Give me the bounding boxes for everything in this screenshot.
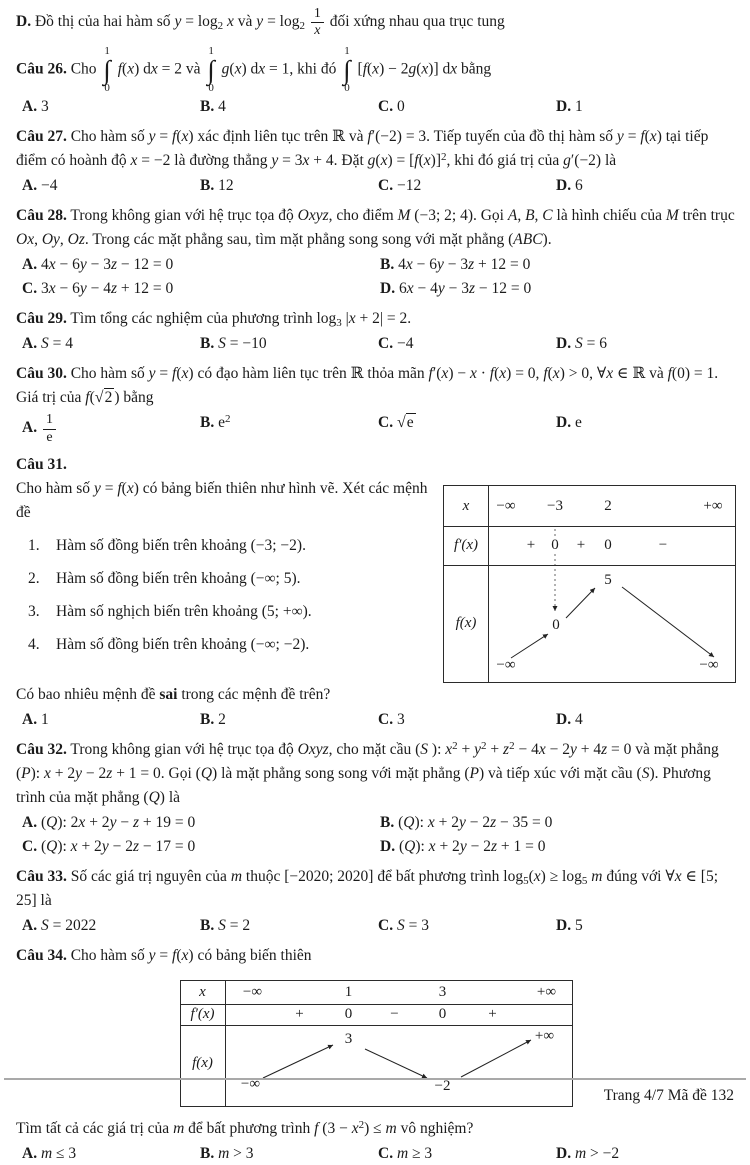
table-cell-sign_values-2: − (390, 1005, 399, 1022)
table-row-line (181, 1025, 572, 1026)
table-cell-x_values-2: 2 (604, 497, 612, 514)
table-cell-x_values-2: 3 (438, 983, 447, 1000)
table-cell-row_labels-0: x (462, 497, 470, 514)
answer-option-B: B. (Q): x + 2y − 2z − 35 = 0 (380, 813, 553, 831)
answer-option-D: D. 6 (556, 177, 583, 195)
answer-option-B: B. S = −10 (200, 335, 267, 353)
statement-item: 1. Hàm số đồng biến trên khoảng (−3; −2). (28, 536, 306, 554)
question-27-text: Câu 27. Cho hàm số y = f(x) xác định liên tục trên ℝ và f′(−2) = 3. Tiếp tuyến của đồ thị hàm số y = f(x) tại tiếp điểm có hoành độ x = −2 là đường thẳng y = 3x + 4. Đặt $g(x) = [f(x)]^2$, khi đó giá trị của g′(−2) là (16, 128, 709, 170)
square-root: √e (396, 414, 414, 432)
answer-option-D: D. m > −2 (556, 1144, 620, 1162)
statement-item: 3. Hàm số nghịch biến trên khoảng (5; +∞). (28, 602, 312, 620)
question-29 (16, 307, 736, 355)
question-32-options (16, 812, 736, 858)
question-31-options (16, 709, 736, 731)
answer-option-D: D. e (556, 414, 582, 432)
table-cell-f_values-0: −∞ (240, 1075, 261, 1092)
answer-option-D: D. S = 6 (556, 335, 607, 353)
table-cell-x_values-3: +∞ (536, 983, 557, 1000)
table-cell-x_values-0: −∞ (242, 983, 263, 1000)
answer-option-B: B. S = 2 (200, 916, 251, 934)
question-32 (16, 738, 736, 858)
question-29-options (16, 333, 736, 355)
table-cell-sign_values-1: 0 (551, 536, 559, 553)
table-cell-sign_values-0: + (526, 536, 536, 553)
question-31-closing: Có bao nhiêu mệnh đề sai trong các mệnh đề trên? (16, 685, 331, 703)
page-number: Trang 4/7 Mã đề 132 (603, 1087, 734, 1104)
answer-option-A: A. −4 (22, 177, 58, 195)
integral-symbol: 1 ∫ 0 (207, 45, 215, 95)
table-cell-row_labels-2: f(x) (192, 1054, 213, 1071)
answer-option-C: C. √e (378, 414, 414, 432)
question-26-text: Câu 26. Cho 1 ∫ 0 f(x) dx = 2 và 1 ∫ 0 g(x) dx = 1, khi đó 1 ∫ 0 [f(x) − 2g(x)] dx bằng (16, 45, 492, 95)
answer-option-C: C. 3 (378, 710, 405, 728)
question-31 (16, 453, 736, 731)
table-row-line (181, 1004, 572, 1005)
question-31-statements (16, 534, 437, 657)
answer-option-C: C. −12 (378, 177, 422, 195)
variation-table-34 (180, 980, 573, 1107)
question-30-options (16, 412, 736, 445)
question-33-options (16, 915, 736, 937)
footer-divider (4, 1078, 746, 1080)
table-cell-x_values-3: +∞ (703, 497, 723, 514)
table-cell-row_labels-1: f′(x) (190, 1005, 215, 1022)
fraction: $\frac{1}{e}$ (43, 412, 56, 445)
answer-option-C: C. 3x − 6y − 4z + 12 = 0 (22, 280, 174, 298)
answer-option-D: D. 6x − 4y − 3z − 12 = 0 (380, 280, 532, 298)
question-31-text: Cho hàm số y = f(x) có bảng biến thiên như hình vẽ. Xét các mệnh đề (16, 479, 428, 521)
answer-option-A: A. S = 2022 (22, 916, 97, 934)
statement-item: 4. Hàm số đồng biến trên khoảng (−∞; −2). (28, 635, 310, 653)
question-26 (16, 46, 736, 118)
question-34 (16, 944, 736, 1165)
answer-option-A: A. $\frac{1}{e}$ (22, 412, 200, 445)
answer-option-B: B. m > 3 (200, 1144, 254, 1162)
answer-option-B: B. 4x − 6y − 3z + 12 = 0 (380, 256, 531, 274)
answer-option-C: C. (Q): x + 2y − 2z − 17 = 0 (22, 837, 196, 855)
question-27-options (16, 175, 736, 197)
question-28 (16, 204, 736, 300)
table-cell-f_values-3: −∞ (699, 656, 719, 673)
question-27 (16, 125, 736, 197)
table-cell-sign_values-3: 0 (438, 1005, 447, 1022)
fraction: $\frac{1}{x}$ (311, 6, 324, 39)
answer-option-C: C. m ≥ 3 (378, 1144, 433, 1162)
table-cell-sign_values-4: + (488, 1005, 497, 1022)
answer-option-D: D. 5 (556, 916, 583, 934)
answer-option-A: A. 3 (22, 98, 49, 116)
answer-option-D: D. 4 (556, 710, 583, 728)
table-cell-sign_values-1: 0 (344, 1005, 353, 1022)
answer-option-C: C. −4 (378, 335, 414, 353)
table-cell-sign_values-4: − (658, 536, 668, 553)
answer-option-C: C. S = 3 (378, 916, 429, 934)
table-column-line (225, 981, 226, 1106)
answer-option-C: C. 0 (378, 98, 405, 116)
table-cell-row_labels-1: f′(x) (453, 536, 479, 553)
question-33 (16, 865, 736, 937)
table-cell-sign_values-3: 0 (604, 536, 612, 553)
square-root: √2 (94, 389, 113, 407)
answer-option-D: D. (Q): x + 2y − 2z + 1 = 0 (380, 837, 546, 855)
integral-symbol: 1 ∫ 0 (343, 45, 351, 95)
answer-option-B: B. 4 (200, 98, 226, 116)
question-31-label: Câu 31. (16, 455, 67, 473)
question-28-options (16, 254, 736, 300)
answer-option-A: A. (Q): 2x + 2y − z + 19 = 0 (22, 813, 196, 831)
table-cell-row_labels-0: x (199, 983, 206, 1000)
question-34-closing: Tìm tất cả các giá trị của m để bất phương trình f $(3 - x^2) \le m$ vô nghiệm? (16, 1118, 474, 1137)
trend-arrows (181, 981, 572, 1106)
answer-option-A: A. S = 4 (22, 335, 73, 353)
table-cell-f_values-3: +∞ (534, 1027, 555, 1044)
prev-question-option-d: D. Đồ thị của hai hàm số $y = \log_2 x$ và $y = \log_2$ $\frac{1}{x}$ đối xứng nhau qua trục tung (16, 6, 505, 39)
question-32-text: Câu 32. Trong không gian với hệ trục tọa độ Oxyz, cho mặt cầu (S ): $x^2 + y^2 + z^2 - 4x - 2y + 4z = 0$ và mặt phẳng (P): x + 2y − 2z + 1 = 0. Gọi (Q) là mặt phẳng song song với mặt phẳng (P) và tiếp xúc với mặt cầu (S). Phương trình của mặt phẳng (Q) là (16, 739, 719, 806)
table-cell-row_labels-2: f(x) (455, 614, 477, 631)
table-column-line (488, 486, 489, 682)
table-cell-x_values-1: −3 (547, 497, 563, 514)
answer-option-A: A. 4x − 6y − 3z − 12 = 0 (22, 256, 174, 274)
statement-item: 2. Hàm số đồng biến trên khoảng (−∞; 5). (28, 569, 301, 587)
question-34-text: Câu 34. Cho hàm số y = f(x) có bảng biến thiên (16, 946, 312, 964)
answer-option-B: B. 2 (200, 710, 226, 728)
integral-symbol: 1 ∫ 0 (103, 45, 111, 95)
answer-option-D: D. 1 (556, 98, 583, 116)
question-29-text: Câu 29. Tìm tổng các nghiệm của phương trình $\log_3 |x + 2| = 2$. (16, 310, 412, 330)
question-30 (16, 362, 736, 445)
table-cell-x_values-0: −∞ (496, 497, 516, 514)
question-28-text: Câu 28. Trong không gian với hệ trục tọa độ Oxyz, cho điểm M (−3; 2; 4). Gọi A, B, C là hình chiếu của M trên trục Ox, Oy, Oz. Trong các mặt phẳng sau, tìm mặt phẳng song song với mặt phẳng (ABC). (16, 207, 735, 249)
answer-option-A: A. m ≤ 3 (22, 1144, 77, 1162)
question-31-text-column (16, 477, 437, 657)
table-cell-f_values-2: −2 (434, 1077, 451, 1094)
question-33-text: Câu 33. Số các giá trị nguyên của m thuộc [−2020; 2020] để bất phương trình $\log_5(x) \ge \log_5 m$ đúng với ∀x ∈ [5; 25] là (16, 867, 719, 909)
table-cell-f_values-2: 5 (604, 571, 612, 588)
table-cell-sign_values-0: + (295, 1005, 304, 1022)
table-cell-f_values-1: 3 (344, 1030, 353, 1047)
answer-option-A: A. 1 (22, 710, 49, 728)
variation-table-31 (443, 485, 736, 683)
question-34-options (16, 1143, 736, 1165)
answer-option-B: B. $e^2$ (200, 413, 231, 432)
table-cell-f_values-1: 0 (552, 616, 560, 633)
table-cell-sign_values-2: + (576, 536, 586, 553)
table-cell-f_values-0: −∞ (496, 656, 516, 673)
question-26-options (16, 96, 736, 118)
question-30-text: Câu 30. Cho hàm số y = f(x) có đạo hàm liên tục trên ℝ thỏa mãn f′(x) − x · f(x) = 0, f(x) > 0, ∀x ∈ ℝ và f(0) = 1. Giá trị của f(√2 ) bằng (16, 365, 719, 407)
answer-option-B: B. 12 (200, 177, 234, 195)
table-cell-x_values-1: 1 (344, 983, 353, 1000)
